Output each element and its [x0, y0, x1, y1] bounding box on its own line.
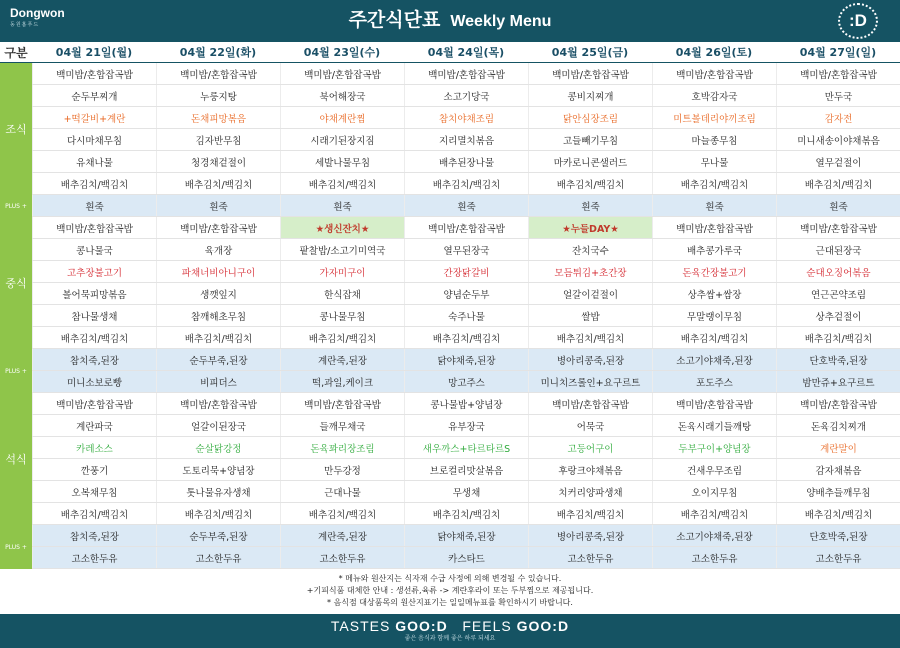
plus-item: 흰죽: [280, 195, 404, 216]
menu-item: 백미밥/혼합잡곡밥: [528, 63, 652, 84]
menu-item: 계란파국: [32, 415, 156, 436]
menu-item: 돈육시래기들깨탕: [652, 415, 776, 436]
meal-label: 조식: [0, 63, 32, 195]
menu-item: 오복채무침: [32, 481, 156, 502]
menu-item: 어묵국: [528, 415, 652, 436]
menu-item: 간장닭갈비: [404, 261, 528, 282]
menu-item: 팥찰밥/소고기미역국: [280, 239, 404, 260]
menu-item: 배추김치/백김치: [652, 327, 776, 348]
brand-logo: Dongwon: [10, 6, 65, 20]
plus-item: 소고기야채죽,된장: [652, 349, 776, 370]
menu-item: 백미밥/혼합잡곡밥: [32, 63, 156, 84]
footer-slogan-sub: 좋은 음식과 함께 좋은 하루 되세요: [404, 635, 496, 642]
menu-item: 카레소스: [32, 437, 156, 458]
menu-item: 치커리양파생채: [528, 481, 652, 502]
menu-row: [0, 393, 900, 415]
menu-item: 백미밥/혼합잡곡밥: [32, 217, 156, 238]
plus-item: 흰죽: [156, 195, 280, 216]
menu-item: 콩나물무침: [280, 305, 404, 326]
menu-item: 백미밥/혼합잡곡밥: [32, 393, 156, 414]
menu-item: 무말랭이무침: [652, 305, 776, 326]
plus-item: 흰죽: [652, 195, 776, 216]
menu-row: [0, 283, 900, 305]
plus-item: 흰죽: [776, 195, 900, 216]
menu-item: 상추겉절이: [776, 305, 900, 326]
menu-item: 고추장불고기: [32, 261, 156, 282]
day-header: 04월 24일(목): [427, 46, 505, 59]
slogan-word: FEELS: [462, 618, 512, 634]
menu-item: 백미밥/혼합잡곡밥: [528, 393, 652, 414]
menu-item: 백미밥/혼합잡곡밥: [652, 393, 776, 414]
menu-item: 배추김치/백김치: [280, 173, 404, 194]
menu-item: 도토리묵+양념장: [156, 459, 280, 480]
menu-item: 순두부찌개: [32, 85, 156, 106]
menu-item: 지리멸치볶음: [404, 129, 528, 150]
day-header: 04월 21일(월): [55, 46, 133, 59]
plus-row: [0, 195, 900, 217]
menu-item: 배추김치/백김치: [776, 173, 900, 194]
plus-item: 닭야채죽,된장: [404, 525, 528, 546]
menu-item: 콩나물국: [32, 239, 156, 260]
plus-item: 단호박죽,된장: [776, 349, 900, 370]
page-title: [0, 6, 900, 33]
day-header: 04월 22일(화): [179, 46, 257, 59]
menu-item: 양배추들깨무침: [776, 481, 900, 502]
menu-item: 건새우무조림: [652, 459, 776, 480]
menu-item: 배추김치/백김치: [280, 503, 404, 524]
day-header: 04월 23일(수): [303, 46, 381, 59]
plus-row: [0, 349, 900, 371]
menu-item: 배추김치/백김치: [280, 327, 404, 348]
menu-item: 백미밥/혼합잡곡밥: [652, 217, 776, 238]
plus-item: 밤만쥬+요구르트: [776, 371, 900, 392]
menu-item: 열무겉절이: [776, 151, 900, 172]
menu-item: 양념순두부: [404, 283, 528, 304]
menu-item: 배추김치/백김치: [528, 173, 652, 194]
menu-item: 무나물: [652, 151, 776, 172]
plus-item: 계란죽,된장: [280, 349, 404, 370]
menu-item: 참치야채조림: [404, 107, 528, 128]
menu-item: 얼갈이겉절이: [528, 283, 652, 304]
menu-item: 모듬튀김+초간장: [528, 261, 652, 282]
menu-item: ★생신잔치★: [280, 217, 404, 238]
plus-item: 순두부죽,된장: [156, 349, 280, 370]
menu-item: 백미밥/혼합잡곡밥: [280, 63, 404, 84]
menu-row: [0, 63, 900, 85]
menu-row: [0, 415, 900, 437]
menu-item: 배추김치/백김치: [528, 327, 652, 348]
header-bar: [0, 0, 900, 42]
plus-item: 고소한두유: [776, 547, 900, 568]
menu-item: 참깨해초무침: [156, 305, 280, 326]
plus-item: 단호박죽,된장: [776, 525, 900, 546]
menu-item: 백미밥/혼합잡곡밥: [776, 217, 900, 238]
plus-item: 계란죽,된장: [280, 525, 404, 546]
menu-item: ★누들DAY★: [528, 217, 652, 238]
menu-item: 백미밥/혼합잡곡밥: [404, 63, 528, 84]
plus-item: 미니소보로빵: [32, 371, 156, 392]
menu-item: 배추김치/백김치: [404, 503, 528, 524]
corner-label: 구분: [4, 45, 28, 60]
menu-item: 가자미구이: [280, 261, 404, 282]
menu-item: 백미밥/혼합잡곡밥: [652, 63, 776, 84]
menu-item: 유부장국: [404, 415, 528, 436]
menu-item: 콩나물밥+양념장: [404, 393, 528, 414]
plus-row: [0, 371, 900, 393]
menu-item: 배추김치/백김치: [32, 503, 156, 524]
menu-item: 백미밥/혼합잡곡밥: [156, 63, 280, 84]
menu-row: [0, 239, 900, 261]
menu-item: 새우까스+타르타르S: [404, 437, 528, 458]
slogan-word: TASTES: [330, 618, 391, 634]
menu-item: 순대오징어볶음: [776, 261, 900, 282]
menu-item: +떡갈비+계란: [32, 107, 156, 128]
slogan-good: GOO:D: [395, 618, 448, 634]
menu-item: 브로컬리맛살볶음: [404, 459, 528, 480]
menu-item: 계란말이: [776, 437, 900, 458]
plus-item: 순두부죽,된장: [156, 525, 280, 546]
menu-item: 백미밥/혼합잡곡밥: [404, 217, 528, 238]
menu-item: 근대나물: [280, 481, 404, 502]
plus-item: 고소한두유: [32, 547, 156, 568]
menu-item: 참나물생채: [32, 305, 156, 326]
menu-item: 감자전: [776, 107, 900, 128]
menu-item: 세발나물무침: [280, 151, 404, 172]
plus-label: PLUS +: [0, 195, 32, 217]
menu-item: 유채나물: [32, 151, 156, 172]
menu-item: 두부구이+양념장: [652, 437, 776, 458]
menu-row: [0, 437, 900, 459]
menu-item: 배추김치/백김치: [156, 327, 280, 348]
day-header: 04월 25일(금): [551, 46, 629, 59]
plus-item: 망고주스: [404, 371, 528, 392]
menu-item: 배추김치/백김치: [652, 173, 776, 194]
menu-row: [0, 129, 900, 151]
notes-section: [0, 570, 900, 614]
plus-item: 고소한두유: [156, 547, 280, 568]
note-line: * 메뉴와 원산지는 식자재 수급 사정에 의해 변경될 수 있습니다.: [338, 574, 562, 583]
menu-item: 생깻잎지: [156, 283, 280, 304]
menu-item: 청경채겉절이: [156, 151, 280, 172]
plus-item: 미니치즈롤인+요구르트: [528, 371, 652, 392]
menu-item: 쌀밥: [528, 305, 652, 326]
title-korean: 주간식단표: [348, 9, 441, 31]
plus-label: PLUS +: [0, 525, 32, 569]
menu-item: 육개장: [156, 239, 280, 260]
menu-row: [0, 327, 900, 349]
plus-item: 참치죽,된장: [32, 349, 156, 370]
menu-row: [0, 503, 900, 525]
meal-label: 중식: [0, 217, 32, 349]
menu-item: 볼어묵피망볶음: [32, 283, 156, 304]
menu-item: 만두강정: [280, 459, 404, 480]
menu-item: 고등어구이: [528, 437, 652, 458]
menu-item: 백미밥/혼합잡곡밥: [156, 393, 280, 414]
note-line: * 음식점 대상품목의 원산지표기는 일일메뉴표를 확인하시기 바랍니다.: [327, 598, 573, 607]
menu-table: [0, 42, 900, 569]
menu-item: 소고기당국: [404, 85, 528, 106]
menu-item: 만두국: [776, 85, 900, 106]
menu-row: [0, 173, 900, 195]
day-header: 04월 26일(토): [675, 46, 753, 59]
footer-slogan: [0, 614, 900, 634]
menu-item: 미트볼데리야끼조림: [652, 107, 776, 128]
menu-item: 배추김치/백김치: [776, 327, 900, 348]
menu-item: 들깨무채국: [280, 415, 404, 436]
menu-item: 마카로니콘샐러드: [528, 151, 652, 172]
menu-item: 파채너비아니구이: [156, 261, 280, 282]
menu-item: 열무된장국: [404, 239, 528, 260]
menu-item: 백미밥/혼합잡곡밥: [776, 63, 900, 84]
menu-item: 배추김치/백김치: [156, 503, 280, 524]
menu-item: 무생채: [404, 481, 528, 502]
menu-row: [0, 151, 900, 173]
menu-item: 배추김치/백김치: [404, 327, 528, 348]
menu-item: 연근곤약조림: [776, 283, 900, 304]
menu-item: 돈채피망볶음: [156, 107, 280, 128]
menu-item: 배추김치/백김치: [32, 173, 156, 194]
footer-bar: [0, 614, 900, 648]
plus-item: 병아리콩죽,된장: [528, 349, 652, 370]
plus-item: 고소한두유: [280, 547, 404, 568]
day-header-row: [0, 42, 900, 63]
only-dongwon-seal-icon: :D: [838, 3, 878, 39]
menu-item: 배추김치/백김치: [652, 503, 776, 524]
menu-row: [0, 217, 900, 239]
plus-item: 포도주스: [652, 371, 776, 392]
plus-item: 비피더스: [156, 371, 280, 392]
menu-row: [0, 107, 900, 129]
menu-item: 톳나물유자생채: [156, 481, 280, 502]
plus-row: [0, 525, 900, 547]
menu-item: 배추된장나물: [404, 151, 528, 172]
menu-item: 오이지무침: [652, 481, 776, 502]
menu-item: 배추김치/백김치: [156, 173, 280, 194]
plus-item: 흰죽: [32, 195, 156, 216]
menu-item: 백미밥/혼합잡곡밥: [280, 393, 404, 414]
menu-item: 김자반무침: [156, 129, 280, 150]
plus-item: 참치죽,된장: [32, 525, 156, 546]
meal-label: 석식: [0, 393, 32, 525]
menu-item: 감자채볶음: [776, 459, 900, 480]
plus-item: 고소한두유: [528, 547, 652, 568]
menu-item: 돈육간장불고기: [652, 261, 776, 282]
menu-item: 호박감자국: [652, 85, 776, 106]
menu-item: 배추콩가루국: [652, 239, 776, 260]
plus-item: 떡,과일,케이크: [280, 371, 404, 392]
menu-item: 마늘종무침: [652, 129, 776, 150]
menu-item: 얼갈이된장국: [156, 415, 280, 436]
menu-item: 다시마채무침: [32, 129, 156, 150]
slogan-good: GOO:D: [516, 618, 570, 634]
plus-item: 병아리콩죽,된장: [528, 525, 652, 546]
menu-row: [0, 261, 900, 283]
menu-item: 숙주나물: [404, 305, 528, 326]
plus-row: [0, 547, 900, 569]
title-english: Weekly Menu: [450, 13, 552, 30]
menu-row: [0, 459, 900, 481]
brand-logo-sub: 동원홈푸드: [10, 22, 40, 28]
menu-item: 누룽지탕: [156, 85, 280, 106]
menu-item: 후랑크야채볶음: [528, 459, 652, 480]
menu-item: 배추김치/백김치: [776, 503, 900, 524]
menu-item: 돈육꽈리장조림: [280, 437, 404, 458]
menu-item: 백미밥/혼합잡곡밥: [776, 393, 900, 414]
menu-item: 깐풍기: [32, 459, 156, 480]
menu-item: 야채계란찜: [280, 107, 404, 128]
menu-item: 돈육김치찌개: [776, 415, 900, 436]
menu-item: 북어해장국: [280, 85, 404, 106]
menu-item: 상추쌈+쌈장: [652, 283, 776, 304]
menu-row: [0, 305, 900, 327]
plus-label: PLUS +: [0, 349, 32, 393]
menu-item: 백미밥/혼합잡곡밥: [156, 217, 280, 238]
plus-item: 카스타드: [404, 547, 528, 568]
note-line: +기피식품 대체한 안내 : 생선류,육류 -> 계란후라이 또는 두부찜으로 제공됩니다.: [306, 586, 594, 595]
menu-item: 미니새송이야채볶음: [776, 129, 900, 150]
menu-item: 고들빼기무침: [528, 129, 652, 150]
menu-row: [0, 85, 900, 107]
plus-item: 고소한두유: [652, 547, 776, 568]
menu-item: 한식잡채: [280, 283, 404, 304]
menu-item: 콩비지찌개: [528, 85, 652, 106]
menu-item: 배추김치/백김치: [32, 327, 156, 348]
menu-item: 배추김치/백김치: [528, 503, 652, 524]
menu-item: 배추김치/백김치: [404, 173, 528, 194]
plus-item: 흰죽: [528, 195, 652, 216]
menu-item: 시래기된장지짐: [280, 129, 404, 150]
menu-item: 근대된장국: [776, 239, 900, 260]
plus-item: 닭야채죽,된장: [404, 349, 528, 370]
menu-item: 순살닭강정: [156, 437, 280, 458]
menu-item: 닭안심장조림: [528, 107, 652, 128]
day-header: 04월 27일(일): [799, 46, 877, 59]
menu-item: 잔치국수: [528, 239, 652, 260]
plus-item: 소고기야채죽,된장: [652, 525, 776, 546]
menu-row: [0, 481, 900, 503]
plus-item: 흰죽: [404, 195, 528, 216]
